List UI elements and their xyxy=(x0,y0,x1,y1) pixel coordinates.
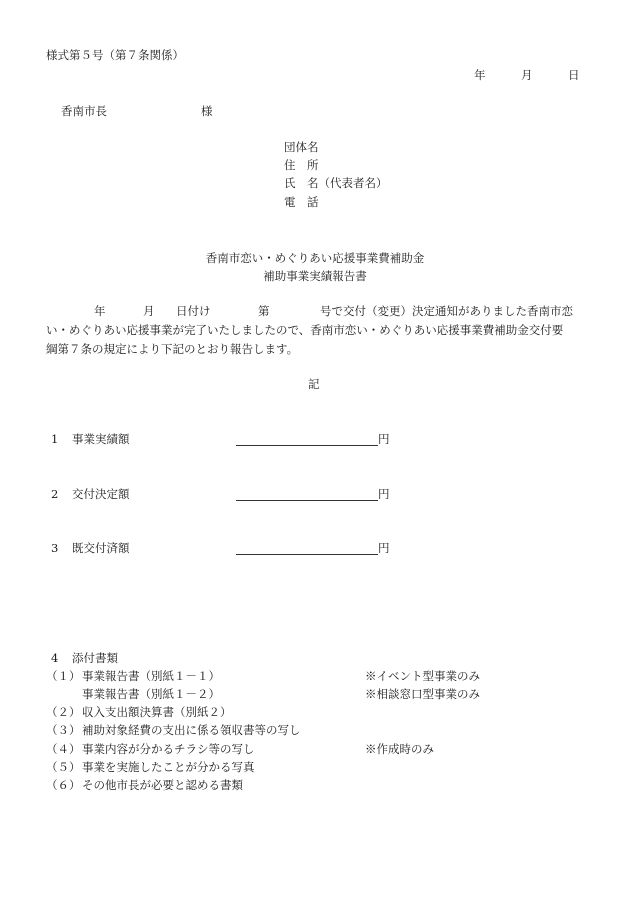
attachment-4-text: 事業内容が分かるチラシ等の写し xyxy=(82,742,255,756)
item-2-label: 交付決定額 xyxy=(72,487,130,501)
item-2-number: 2 xyxy=(51,487,59,501)
body-number-prefix: 第 xyxy=(258,304,270,318)
item-1-unit: 円 xyxy=(378,432,390,446)
attachments-title: 添付書類 xyxy=(72,651,118,665)
attachment-6-number: （６） xyxy=(46,778,81,792)
item-3-number: 3 xyxy=(51,541,59,555)
date-year: 年 xyxy=(474,68,486,82)
item-3-label: 既交付済額 xyxy=(72,541,130,555)
item-3-amount-line[interactable] xyxy=(236,554,378,555)
document-title-line1 xyxy=(0,250,630,264)
attachment-4-number: （４） xyxy=(46,742,81,756)
attachment-2-text: 収入支出額決算書（別紙２） xyxy=(82,705,232,719)
body-month: 月 xyxy=(143,304,155,318)
addressee-name: 香南市長 xyxy=(61,104,107,118)
item-1-amount-line[interactable] xyxy=(236,445,378,446)
applicant-address-label: 住 所 xyxy=(284,158,319,172)
item-2-amount-line[interactable] xyxy=(236,500,378,501)
attachment-4-note: ※作成時のみ xyxy=(365,742,434,756)
item-3-unit: 円 xyxy=(378,541,390,555)
attachment-3-text: 補助対象経費の支出に係る領収書等の写し xyxy=(82,723,301,737)
attachment-5-number: （５） xyxy=(46,760,81,774)
applicant-phone-label: 電 話 xyxy=(284,195,319,209)
ki-heading: 記 xyxy=(308,377,320,391)
attachment-1-note: ※イベント型事業のみ xyxy=(365,669,480,683)
date-month: 月 xyxy=(521,68,533,82)
body-year: 年 xyxy=(94,304,106,318)
item-2-unit: 円 xyxy=(378,487,390,501)
attachment-1b-text: 事業報告書（別紙１－２） xyxy=(82,687,220,701)
body-line1-rest: 号で交付（変更）決定通知がありました香南市恋 xyxy=(320,304,573,318)
attachment-1b-note: ※相談窓口型事業のみ xyxy=(365,687,480,701)
body-line2: い・めぐりあい応援事業が完了いたしましたので、香南市恋い・めぐりあい応援事業費補助金交付要 xyxy=(46,323,564,337)
attachment-5-text: 事業を実施したことが分かる写真 xyxy=(82,760,255,774)
applicant-name-label: 氏 名（代表者名） xyxy=(284,176,388,190)
attachment-1-text: 事業報告書（別紙１－１） xyxy=(82,669,220,683)
attachment-3-number: （３） xyxy=(46,723,81,737)
applicant-org-label: 団体名 xyxy=(284,140,319,154)
title-line2-text: 補助事業実績報告書 xyxy=(263,269,367,283)
attachments-number: 4 xyxy=(51,651,59,665)
body-line3: 綱第７条の規定により下記のとおり報告します。 xyxy=(46,342,299,356)
title-line1-text: 香南市恋い・めぐりあい応援事業費補助金 xyxy=(205,251,425,265)
body-day-dated: 日付け xyxy=(176,304,211,318)
attachment-2-number: （２） xyxy=(46,705,81,719)
item-1-number: 1 xyxy=(51,432,59,446)
item-1-label: 事業実績額 xyxy=(72,432,130,446)
attachment-6-text: その他市長が必要と認める書類 xyxy=(82,778,243,792)
date-day: 日 xyxy=(568,68,580,82)
attachment-1-number: （１） xyxy=(46,669,81,683)
form-number: 様式第５号（第７条関係） xyxy=(46,48,184,62)
addressee-honorific: 様 xyxy=(201,104,213,118)
document-title-line2 xyxy=(0,268,630,282)
